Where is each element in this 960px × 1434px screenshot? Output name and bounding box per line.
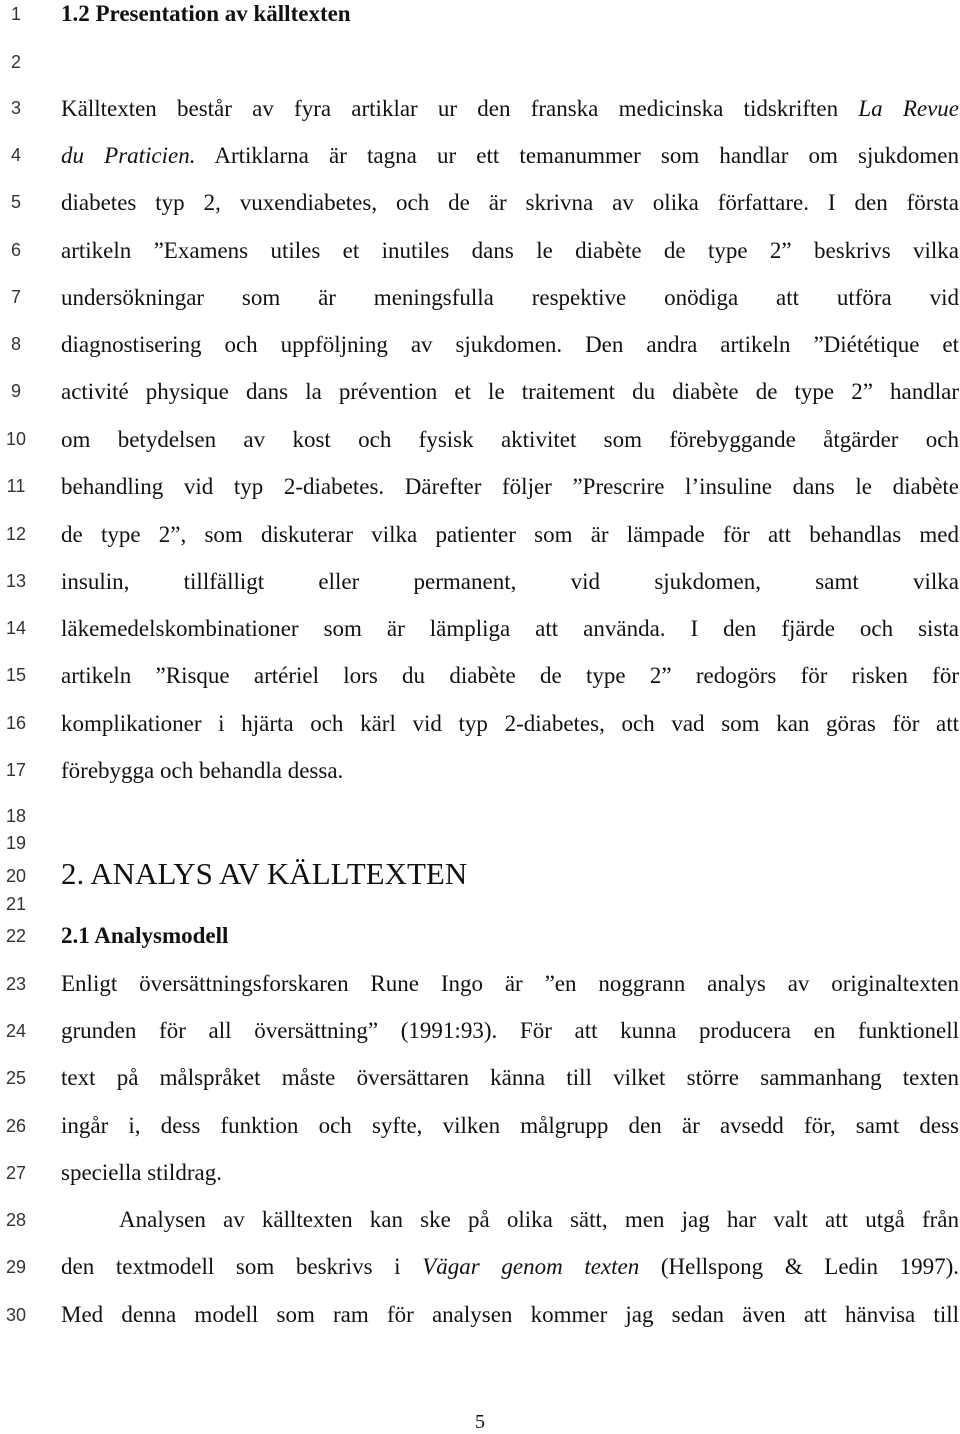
text-run: behandling vid typ 2-diabetes. Därefter följer ”Prescrire l’insuline dans le diabète <box>61 474 959 499</box>
text-run: speciella stildrag. <box>61 1160 222 1185</box>
line-number: 10 <box>5 429 27 449</box>
text-line <box>61 520 959 550</box>
text-run: Med denna modell som ram för analysen kommer jag sedan även att hänvisa till <box>61 1302 959 1327</box>
line-number: 8 <box>10 334 21 354</box>
text-line <box>61 756 959 786</box>
text-run: (Hellspong & Ledin 1997). <box>639 1254 960 1279</box>
line-number: 19 <box>5 833 27 853</box>
text-run: grunden för all översättning” (1991:93). För att kunna producera en funktionell <box>61 1018 959 1043</box>
text-run: 2.1 Analysmodell <box>61 923 229 948</box>
line-number: 5 <box>10 192 21 212</box>
line-number: 11 <box>6 476 26 496</box>
line-number: 30 <box>5 1305 27 1325</box>
text-line <box>61 969 959 999</box>
line-number: 6 <box>10 240 21 260</box>
text-line <box>61 567 959 597</box>
text-run: Artiklarna är tagna ur ett temanummer som handlar om sjukdomen <box>195 143 959 168</box>
line-number: 12 <box>5 524 27 544</box>
line-number: 2 <box>10 52 21 72</box>
line-number: 1 <box>10 4 21 24</box>
text-line <box>61 472 959 502</box>
text-run: undersökningar som är meningsfulla respektive onödiga att utföra vid <box>61 285 959 310</box>
text-line <box>61 188 959 218</box>
line-number: 17 <box>5 760 27 780</box>
text-run: 1.2 Presentation av källtexten <box>61 1 351 26</box>
section-heading-2-1 <box>61 921 959 951</box>
line-number: 21 <box>5 894 27 914</box>
text-line <box>61 94 959 124</box>
text-line <box>61 425 959 455</box>
text-run: komplikationer i hjärta och kärl vid typ 2-diabetes, och vad som kan göras för att <box>61 711 959 736</box>
line-number: 7 <box>10 287 21 307</box>
line-number: 18 <box>5 806 27 826</box>
text-run: Analysen av källtexten kan ske på olika sätt, men jag har valt att utgå från <box>119 1207 959 1232</box>
text-line <box>61 283 959 313</box>
line-number: 22 <box>5 926 27 946</box>
text-line <box>61 141 959 171</box>
line-number: 26 <box>5 1116 27 1136</box>
line-number: 25 <box>5 1068 27 1088</box>
line-number: 3 <box>10 98 21 118</box>
line-number: 23 <box>5 974 27 994</box>
line-number: 16 <box>5 713 27 733</box>
text-run: artikeln ”Risque artériel lors du diabète de type 2” redogörs för risken för <box>61 663 959 688</box>
italic-text: du Praticien. <box>61 143 196 168</box>
text-run: insulin, tillfälligt eller permanent, vid sjukdomen, samt vilka <box>61 569 959 594</box>
page-number: 5 <box>475 1411 485 1433</box>
line-number: 15 <box>5 665 27 685</box>
line-number: 14 <box>5 618 27 638</box>
text-run: den textmodell som beskrivs i <box>61 1254 423 1279</box>
italic-text: Vägar genom texten <box>422 1254 640 1279</box>
text-line <box>61 1016 959 1046</box>
text-run: artikeln ”Examens utiles et inutiles dans le diabète de type 2” beskrivs vilka <box>61 238 959 263</box>
text-line <box>61 377 959 407</box>
line-number: 4 <box>10 145 21 165</box>
line-number: 28 <box>5 1210 27 1230</box>
line-number: 24 <box>5 1021 27 1041</box>
text-run: Enligt översättningsforskaren Rune Ingo är ”en noggrann analys av originaltexten <box>61 971 959 996</box>
text-run: 2. ANALYS AV KÄLLTEXTEN <box>61 856 468 891</box>
text-run: text på målspråket måste översättaren känna till vilket större sammanhang texten <box>61 1065 959 1090</box>
chapter-heading <box>61 856 959 892</box>
text-run: diabetes typ 2, vuxendiabetes, och de är skrivna av olika författare. I den första <box>61 190 959 215</box>
section-heading-1-2 <box>61 0 959 29</box>
line-number: 29 <box>5 1257 27 1277</box>
text-line <box>61 1111 959 1141</box>
text-line <box>61 1158 959 1188</box>
text-run: förebygga och behandla dessa. <box>61 758 344 783</box>
text-run: de type 2”, som diskuterar vilka patienter som är lämpade för att behandlas med <box>61 522 959 547</box>
text-run: activité physique dans la prévention et le traitement du diabète de type 2” handlar <box>61 379 959 404</box>
line-number: 20 <box>5 866 27 886</box>
text-run: läkemedelskombinationer som är lämpliga att använda. I den fjärde och sista <box>61 616 959 641</box>
text-line <box>61 330 959 360</box>
text-line <box>61 709 959 739</box>
line-number: 27 <box>5 1163 27 1183</box>
text-run: om betydelsen av kost och fysisk aktivitet som förebyggande åtgärder och <box>61 427 959 452</box>
line-number: 9 <box>10 381 21 401</box>
text-line <box>61 661 959 691</box>
text-line <box>61 1252 959 1282</box>
text-run: ingår i, dess funktion och syfte, vilken målgrupp den är avsedd för, samt dess <box>61 1113 959 1138</box>
text-run: Källtexten består av fyra artiklar ur den franska medicinska tidskriften <box>61 96 859 121</box>
text-run: diagnostisering och uppföljning av sjukdomen. Den andra artikeln ”Diététique et <box>61 332 959 357</box>
text-line <box>61 614 959 644</box>
italic-text: La Revue <box>858 96 959 121</box>
text-line <box>61 1300 959 1330</box>
line-number: 13 <box>5 571 27 591</box>
text-line-indented <box>61 1205 959 1235</box>
text-line <box>61 236 959 266</box>
text-line <box>61 1063 959 1093</box>
